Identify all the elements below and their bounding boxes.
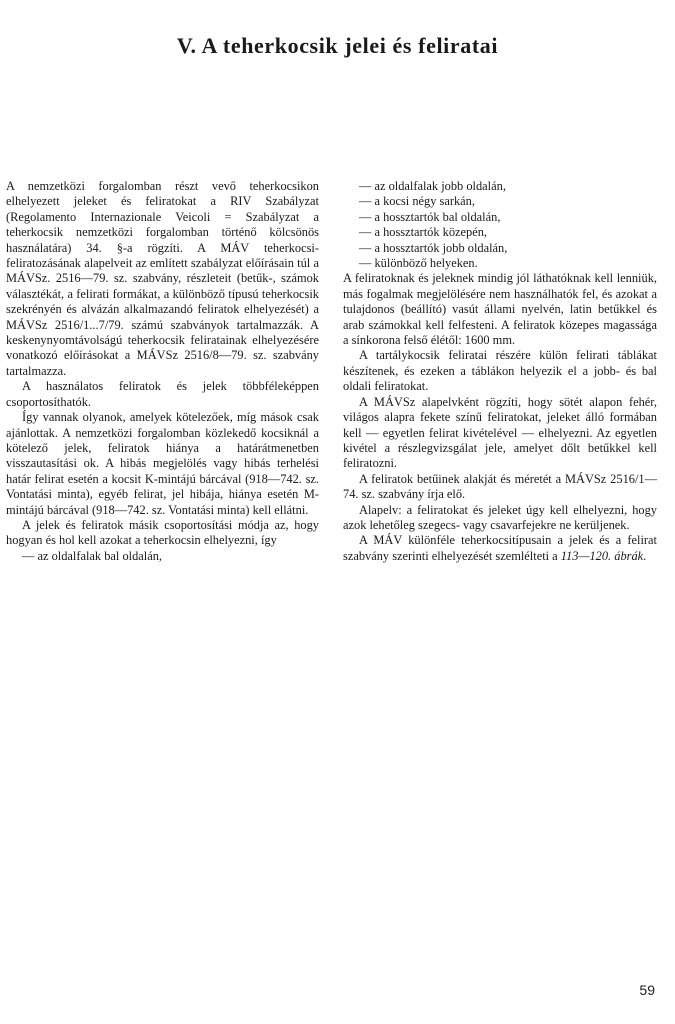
page-number: 59 bbox=[639, 982, 655, 998]
intro-paragraph: A nemzetközi forgalomban részt vevő teherkocsikon elhelyezett jeleket és feliratokat a RIV Szabályzat (Regolamento Internazionale Veicoli = Szabályzat a teherkocsik nemzetközi forgalomban történő kölcsönös használatára) 34. §-a rögzíti. A MÁV teherkocsi-feliratozásának alapelveit az említett szabályzat előírásain túl a MÁVSz. 2516—79. sz. szabvány, részleteit (betűk-, számok választékát, a felirati formákat, a különböző típusú teherkocsik szekrényén és alvázán alkalmazandó feliratok elhelyezését) a MÁVSz 2516/1...7/79. számú szabványok tartalmazzák. A keskenynyomtávolságú teherkocsik feliratainak elhelyezésére vonatkozó előírásokat a MÁVSz 2516/8—79. sz. szabvány tartalmazza. bbox=[6, 179, 319, 378]
page-title: V. A teherkocsik jelei és feliratai bbox=[176, 33, 499, 58]
letter-size-paragraph: A feliratok betűinek alakját és méretét a MÁVSz 2516/1—74. sz. szabvány írja elő. bbox=[343, 471, 657, 502]
list-item: — a hossztartók közepén, bbox=[359, 225, 487, 240]
list-item: — a kocsi négy sarkán, bbox=[359, 194, 475, 209]
color-rule-paragraph: A MÁVSz alapelvként rögzíti, hogy sötét alapon fehér, világos alapra fekete színű feliratokat, jeleket álló formában kell — egyetlen felirat kivételével — elhelyezni. Az egyetlen kivétel a részlegvizsgálat jele, amelyet dőlt betűkkel kell feliratozni. bbox=[343, 394, 657, 471]
left-column bbox=[6, 179, 319, 564]
figure-reference-paragraph bbox=[343, 533, 657, 564]
figure-reference-text: A MÁV különféle teherkocsitípusain a jelek és a felirat szabvány szerinti elhelyezését szemlélteti a bbox=[343, 533, 657, 563]
list-item: — a hossztartók jobb oldalán, bbox=[359, 240, 508, 255]
visibility-paragraph: A feliratoknak és jeleknek mindig jól láthatóknak kell lenniük, más fogalmak megjelölésére nem használhatók fel, és azokat a tulajdonos (beállító) vasút állami nyelvén, latin betűkkel és arab számokkal kell felfesteni. A feliratok közepes magassága a sínkorona felső élétől: 1600 mm. bbox=[343, 271, 657, 348]
list-item: — a hossztartók bal oldalán, bbox=[359, 209, 501, 224]
figure-reference-end: . bbox=[643, 548, 647, 563]
mandatory-paragraph: Így vannak olyanok, amelyek kötelezőek, míg mások csak ajánlottak. A nemzetközi forgalomban közlekedő kocsiknál a kötelező jelek, feliratok hiánya a határátmenetben visszautasítási ok. A hibás megjelölés vagy hibás terhelési határ felirat esetén a kocsit K-mintájú bárcával (918—742. sz. Vontatási minta), egyéb felirat, jel hibája, hiánya esetén M-mintájú bárcával (918—742. sz. Vontatási minta) kell ellátni. bbox=[6, 410, 319, 517]
tank-car-paragraph: A tartálykocsik feliratai részére külön felirati táblákat készítenek, és ezeken a táblákon helyezik el a jobb- és bal oldali feliratokat. bbox=[343, 348, 657, 394]
principle-paragraph: Alapelv: a feliratokat és jeleket úgy kell elhelyezni, hogy azok lehetőleg szegecs- vagy csavarfejekre ne kerüljenek. bbox=[343, 502, 657, 532]
figure-reference-link: 113—120. ábrák bbox=[560, 548, 644, 563]
placement-list-start bbox=[6, 549, 319, 564]
list-item: — az oldalfalak jobb oldalán, bbox=[359, 179, 506, 193]
placement-paragraph: A jelek és feliratok másik csoportosítási módja az, hogy hogyan és hol kell azokat a teherkocsin elhelyezni, így bbox=[6, 517, 319, 548]
placement-list-continued bbox=[343, 179, 657, 271]
list-item: — az oldalfalak bal oldalán, bbox=[22, 548, 163, 563]
grouping-paragraph: A használatos feliratok és jelek többféleképpen csoportosíthatók. bbox=[6, 379, 319, 409]
list-item: — különböző helyeken. bbox=[359, 256, 478, 271]
right-column bbox=[343, 179, 657, 564]
